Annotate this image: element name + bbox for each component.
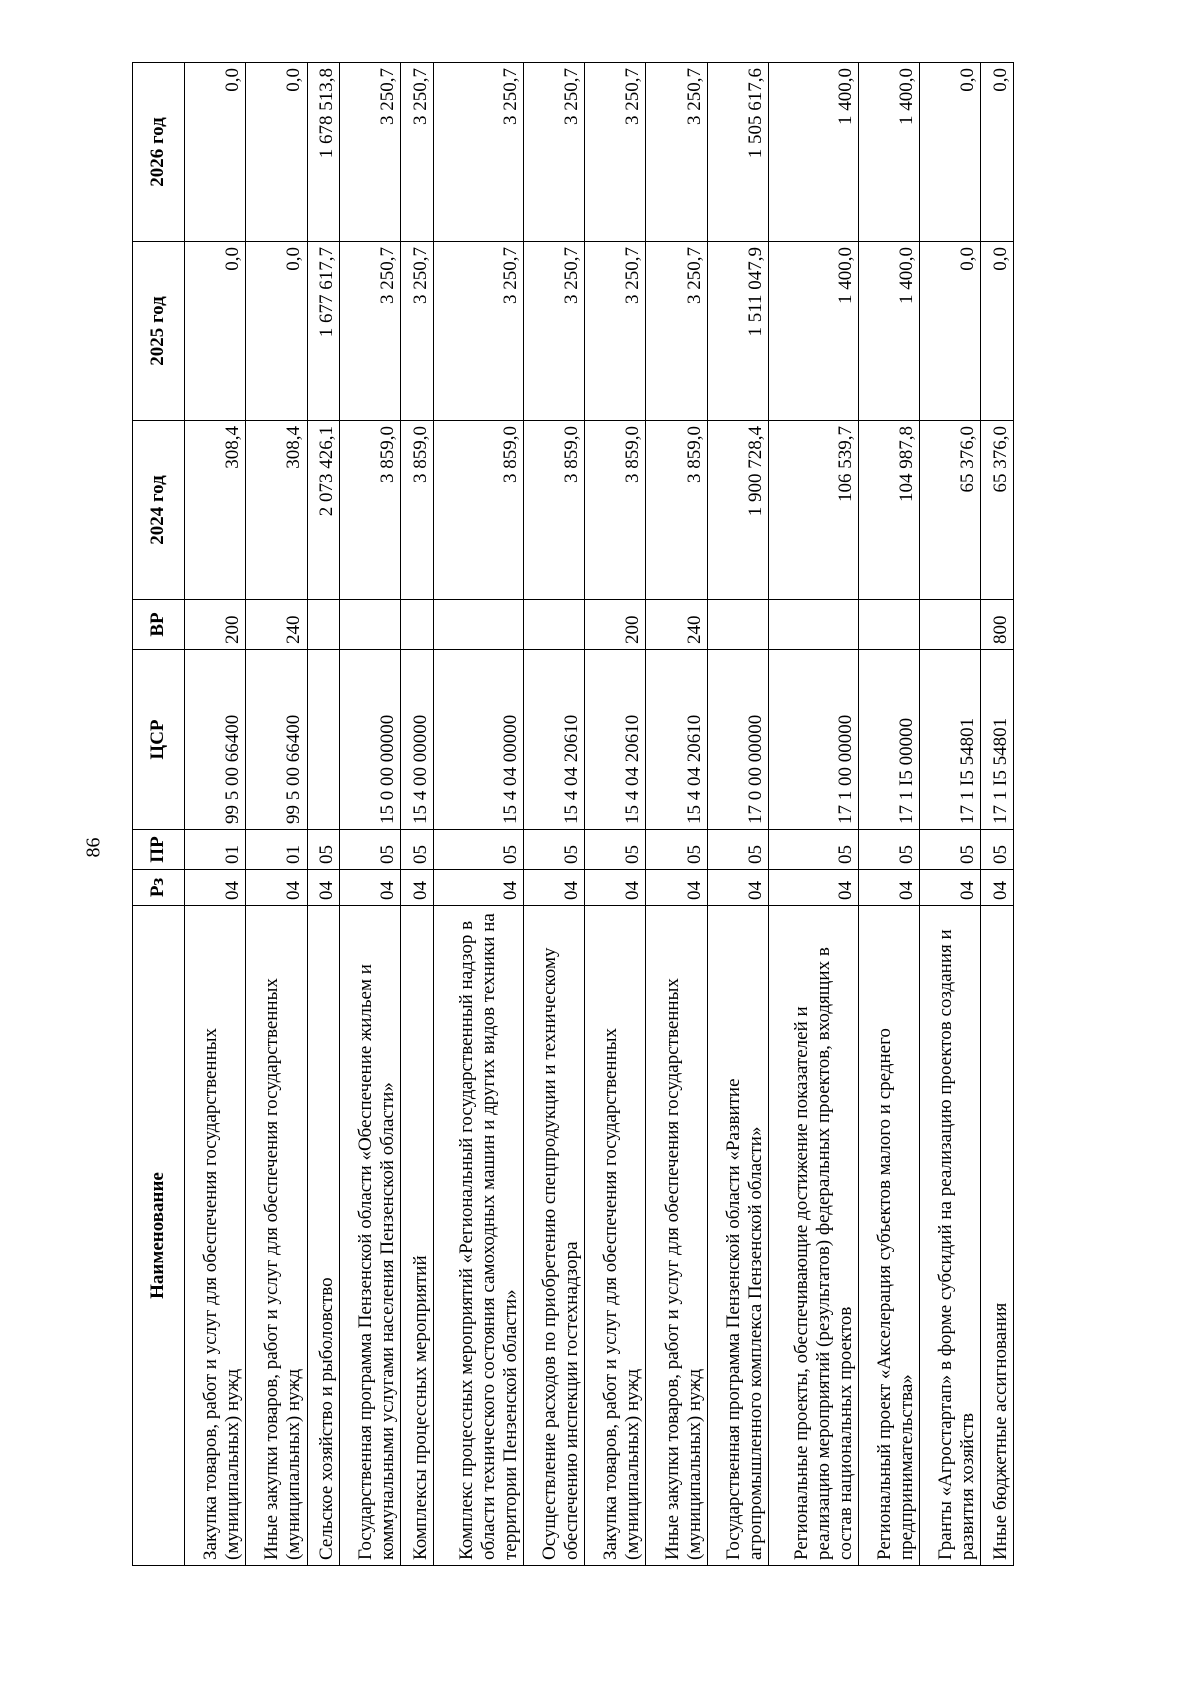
cell-vr [768, 600, 858, 650]
cell-vr [401, 600, 434, 650]
cell-csr: 15 4 04 20610 [585, 650, 646, 830]
cell-2024: 3 859,0 [433, 421, 523, 600]
cell-2024: 3 859,0 [340, 421, 401, 600]
header-name: Наименование [133, 906, 185, 1566]
cell-2025: 1 511 047,9 [707, 242, 768, 421]
cell-csr: 99 5 00 66400 [185, 650, 246, 830]
cell-rz: 04 [246, 870, 307, 906]
cell-name: Закупка товаров, работ и услуг для обеспечения государственных (муниципальных) нужд [185, 906, 246, 1566]
header-2025: 2025 год [133, 242, 185, 421]
header-2024: 2024 год [133, 421, 185, 600]
cell-2025: 0,0 [246, 242, 307, 421]
cell-pr: 05 [340, 830, 401, 870]
cell-csr: 15 4 04 20610 [646, 650, 707, 830]
table-row [707, 63, 768, 1566]
cell-name: Иные закупки товаров, работ и услуг для обеспечения государственных (муниципальных) нужд [646, 906, 707, 1566]
cell-csr: 17 0 00 00000 [707, 650, 768, 830]
header-vr: ВР [133, 600, 185, 650]
cell-rz: 04 [768, 870, 858, 906]
cell-csr: 15 4 04 20610 [523, 650, 584, 830]
cell-vr [920, 600, 981, 650]
cell-vr [858, 600, 919, 650]
cell-pr: 05 [307, 830, 340, 870]
cell-vr [340, 600, 401, 650]
cell-2024: 3 859,0 [646, 421, 707, 600]
cell-pr: 01 [185, 830, 246, 870]
cell-2024: 3 859,0 [401, 421, 434, 600]
cell-2025: 1 677 617,7 [307, 242, 340, 421]
cell-2026: 3 250,7 [646, 63, 707, 242]
table-body [185, 63, 1014, 1566]
cell-csr: 17 1 I5 54801 [981, 650, 1014, 830]
cell-name: Иные бюджетные ассигнования [981, 906, 1014, 1566]
cell-2025: 0,0 [920, 242, 981, 421]
cell-2024: 104 987,8 [858, 421, 919, 600]
cell-2026: 3 250,7 [433, 63, 523, 242]
cell-vr [433, 600, 523, 650]
header-2026: 2026 год [133, 63, 185, 242]
cell-csr: 99 5 00 66400 [246, 650, 307, 830]
cell-2024: 2 073 426,1 [307, 421, 340, 600]
cell-pr: 05 [920, 830, 981, 870]
table-row [185, 63, 246, 1566]
cell-pr: 05 [401, 830, 434, 870]
cell-2025: 3 250,7 [523, 242, 584, 421]
cell-2026: 3 250,7 [585, 63, 646, 242]
cell-name: Сельское хозяйство и рыболовство [307, 906, 340, 1566]
cell-vr: 240 [646, 600, 707, 650]
cell-vr: 240 [246, 600, 307, 650]
cell-name: Гранты «Агростартап» в форме субсидий на реализацию проектов создания и развития хозяйств [920, 906, 981, 1566]
cell-2025: 3 250,7 [340, 242, 401, 421]
table-row [585, 63, 646, 1566]
cell-pr: 05 [646, 830, 707, 870]
cell-rz: 04 [307, 870, 340, 906]
cell-2025: 3 250,7 [401, 242, 434, 421]
header-csr: ЦСР [133, 650, 185, 830]
cell-2026: 1 400,0 [858, 63, 919, 242]
cell-2026: 3 250,7 [401, 63, 434, 242]
table-row [307, 63, 340, 1566]
cell-name: Региональный проект «Акселерация субъектов малого и среднего предпринимательства» [858, 906, 919, 1566]
cell-rz: 04 [981, 870, 1014, 906]
cell-csr: 15 0 00 00000 [340, 650, 401, 830]
cell-name: Государственная программа Пензенской области «Обеспечение жильем и коммунальными услугами населения Пензенской области» [340, 906, 401, 1566]
cell-2024: 3 859,0 [585, 421, 646, 600]
cell-rz: 04 [185, 870, 246, 906]
cell-vr [523, 600, 584, 650]
cell-pr: 05 [707, 830, 768, 870]
table-row [981, 63, 1014, 1566]
cell-csr: 15 4 00 00000 [401, 650, 434, 830]
cell-rz: 04 [920, 870, 981, 906]
cell-name: Комплексы процессных мероприятий [401, 906, 434, 1566]
cell-vr [307, 600, 340, 650]
cell-pr: 05 [858, 830, 919, 870]
cell-2025: 0,0 [981, 242, 1014, 421]
cell-rz: 04 [340, 870, 401, 906]
cell-2024: 65 376,0 [981, 421, 1014, 600]
cell-2026: 1 678 513,8 [307, 63, 340, 242]
budget-table [132, 62, 1014, 1566]
cell-2025: 3 250,7 [646, 242, 707, 421]
header-pr: ПР [133, 830, 185, 870]
rotated-table-container [132, 62, 1014, 1566]
cell-pr: 05 [981, 830, 1014, 870]
cell-2024: 1 900 728,4 [707, 421, 768, 600]
cell-pr: 05 [523, 830, 584, 870]
cell-2025: 0,0 [185, 242, 246, 421]
cell-2024: 308,4 [246, 421, 307, 600]
cell-pr: 01 [246, 830, 307, 870]
cell-pr: 05 [433, 830, 523, 870]
cell-2024: 65 376,0 [920, 421, 981, 600]
cell-2025: 1 400,0 [768, 242, 858, 421]
cell-rz: 04 [707, 870, 768, 906]
cell-pr: 05 [585, 830, 646, 870]
cell-name: Региональные проекты, обеспечивающие достижение показателей и реализацию мероприятий (результатов) федеральных проектов, входящих в состав национальных проектов [768, 906, 858, 1566]
cell-name: Иные закупки товаров, работ и услуг для обеспечения государственных (муниципальных) нужд [246, 906, 307, 1566]
table-row [433, 63, 523, 1566]
table-row [340, 63, 401, 1566]
cell-rz: 04 [523, 870, 584, 906]
cell-2026: 1 400,0 [768, 63, 858, 242]
cell-csr: 17 1 00 00000 [768, 650, 858, 830]
cell-rz: 04 [858, 870, 919, 906]
cell-2025: 3 250,7 [433, 242, 523, 421]
cell-2024: 3 859,0 [523, 421, 584, 600]
cell-rz: 04 [433, 870, 523, 906]
table-row [646, 63, 707, 1566]
cell-csr [307, 650, 340, 830]
table-row [920, 63, 981, 1566]
cell-2026: 0,0 [920, 63, 981, 242]
cell-name: Осуществление расходов по приобретению спецпродукции и техническому обеспечению инспекции гостехнадзора [523, 906, 584, 1566]
cell-2025: 1 400,0 [858, 242, 919, 421]
cell-vr: 200 [185, 600, 246, 650]
cell-2026: 0,0 [981, 63, 1014, 242]
table-row [523, 63, 584, 1566]
cell-2025: 3 250,7 [585, 242, 646, 421]
cell-2026: 1 505 617,6 [707, 63, 768, 242]
page-number: 86 [82, 837, 105, 858]
cell-name: Государственная программа Пензенской области «Развитие агропромышленного комплекса Пензенской области» [707, 906, 768, 1566]
cell-name: Закупка товаров, работ и услуг для обеспечения государственных (муниципальных) нужд [585, 906, 646, 1566]
cell-vr [707, 600, 768, 650]
cell-vr: 200 [585, 600, 646, 650]
table-header-row [133, 63, 185, 1566]
header-rz: Рз [133, 870, 185, 906]
cell-2024: 308,4 [185, 421, 246, 600]
cell-pr: 05 [768, 830, 858, 870]
cell-rz: 04 [646, 870, 707, 906]
cell-2026: 3 250,7 [340, 63, 401, 242]
table-row [246, 63, 307, 1566]
table-row [401, 63, 434, 1566]
cell-2026: 0,0 [246, 63, 307, 242]
cell-vr: 800 [981, 600, 1014, 650]
cell-csr: 17 1 I5 00000 [858, 650, 919, 830]
cell-rz: 04 [401, 870, 434, 906]
cell-2024: 106 539,7 [768, 421, 858, 600]
table-row [858, 63, 919, 1566]
cell-2026: 0,0 [185, 63, 246, 242]
table-row [768, 63, 858, 1566]
cell-2026: 3 250,7 [523, 63, 584, 242]
cell-csr: 15 4 04 00000 [433, 650, 523, 830]
cell-csr: 17 1 I5 54801 [920, 650, 981, 830]
cell-name: Комплекс процессных мероприятий «Региональный государственный надзор в области технического состояния самоходных машин и других видов техники на территории Пензенской области» [433, 906, 523, 1566]
cell-rz: 04 [585, 870, 646, 906]
